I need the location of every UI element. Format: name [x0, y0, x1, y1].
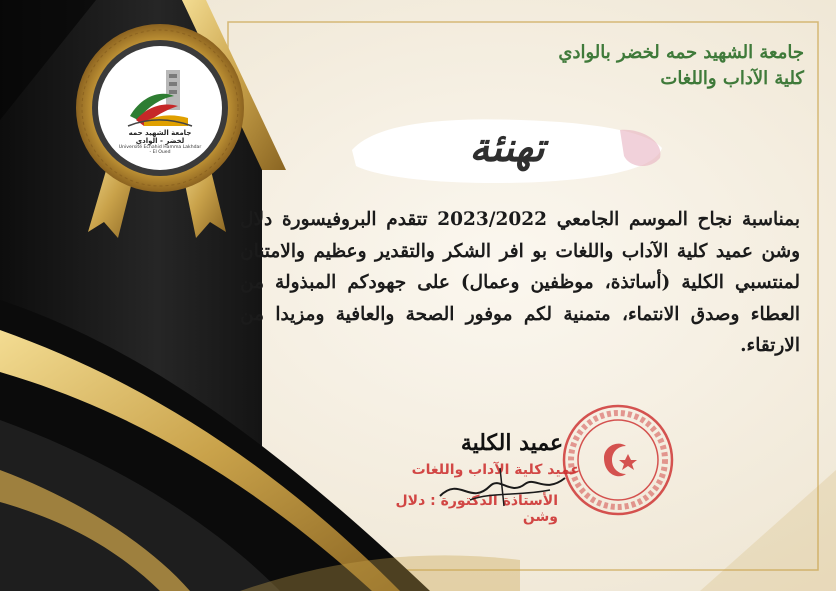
certificate-message: بمناسبة نجاح الموسم الجامعي 2023/2022 تتقدم البروفيسورة دلال وشن عميد كلية الآداب واللغات بو افر الشكر والتقدير وعظيم والامتنان لمنتسبي الكلية (أساتذة، موظفين وعمال) على جهودكم المبذولة من العطاء وصدق الانتماء، متمنية لكم موفور الصحة والعافية ومزيدا من الارتقاء.	[240, 209, 801, 356]
faculty-name: كلية الآداب واللغات	[660, 68, 804, 89]
dean-title: عميد الكلية	[460, 430, 564, 456]
stamp-line-name: الأستاذة الدكتورة : دلال وشن	[395, 493, 558, 525]
certificate-title: تهنئة	[469, 124, 545, 171]
handwritten-signature	[430, 456, 580, 516]
university-name: جامعة الشهيد حمه لخضر بالوادي	[558, 42, 804, 63]
title-banner	[352, 118, 662, 184]
logo-arabic-text: جامعة الشهيد حمه لخضر - الوادي	[128, 129, 192, 145]
stamp-line-dean: عميد كلية الآداب واللغات	[411, 462, 580, 478]
logo-english-text: Université Echahid Hamma Lakhdar - El Oued	[118, 145, 202, 155]
